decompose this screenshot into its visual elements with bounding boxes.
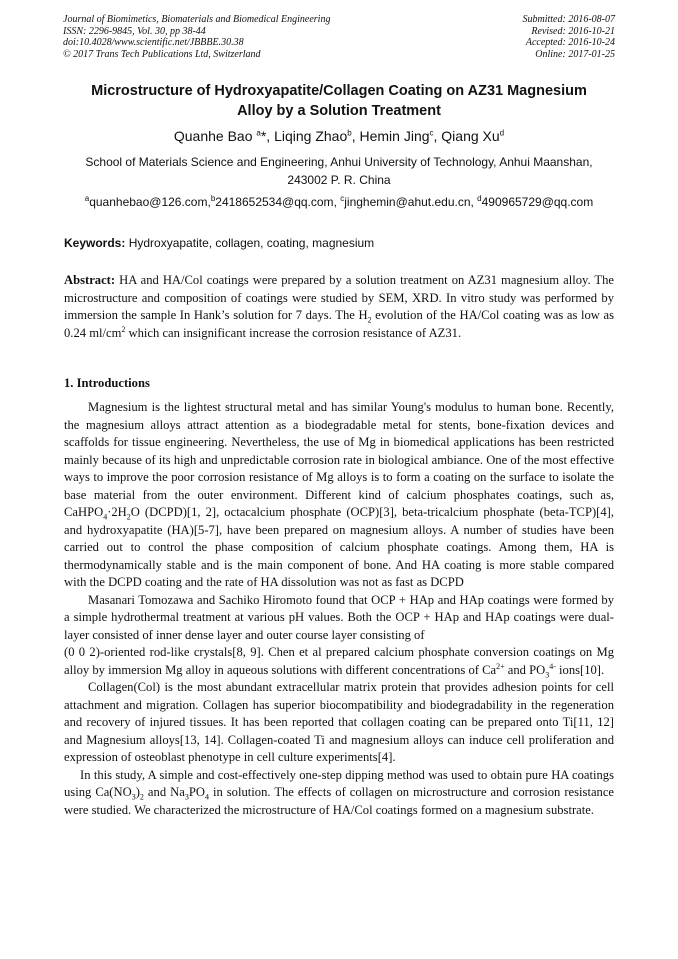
paper-title — [40, 81, 638, 121]
affiliation-line-1: School of Materials Science and Engineering, Anhui University of Technology, Anhui Maanshan, — [85, 155, 593, 169]
email-list: $^a$quanhebao@126.com,$^b$2418652534@qq.com, $^c$jinghemin@ahut.edu.cn, $^d$490965729@qq.com — [84, 194, 594, 209]
email-2[interactable]: 2418652534@qq.com — [215, 195, 334, 209]
author-1-sup: a — [256, 128, 261, 138]
submitted-date: Submitted: 2016-08-07 — [522, 14, 615, 25]
author-2-sup: b — [347, 128, 352, 138]
author-3: Hemin Jing — [359, 128, 430, 144]
affiliation-line-2: 243002 P. R. China — [287, 173, 391, 187]
author-4: Qiang Xu — [441, 128, 500, 144]
submission-dates — [523, 14, 616, 60]
copyright: © 2017 Trans Tech Publications Ltd, Switzerland — [63, 48, 261, 60]
author-4-sup: d — [499, 128, 505, 138]
paragraph: Magnesium is the lightest structural metal and has similar Young's modulus to human bone. Recently, the magnesium alloys attract attention as a biodegradable metal for stents, bone-fixation devices and scaffolds for tissue engineering. Nevertheless, the use of Mg in biomedical applications has been restricted mainly because of its high and unpredictable corrosion rate in biological ambiance. One of the most effective ways to improve the poor corrosion resistance of Mg alloys is to form a coating on the surface to isolate the base material from the outer environment. Different kind of calcium phosphates coatings, such as, $CaHPO_4\cdot 2H_2O$ (DCPD)[1, 2], octacalcium phosphate (OCP)[3], beta-tricalcium phosphate (beta-TCP)[4], and hydroxyapatite (HA)[5-7], have been prepared on magnesium alloys. A number of studies have been carried out to control the phase composition of calcium phosphate coatings. Among them, HA is thermodynamically stable and is the main component of bone. And HA coating is more stable compared with the DCPD coating and the rate of HA dissolution was not as fast as DCPD — [64, 400, 614, 589]
email-3[interactable]: jinghemin@ahut.edu.cn — [344, 195, 471, 209]
author-3-sup: c — [429, 128, 434, 138]
abstract-label: Abstract: — [64, 273, 116, 287]
keywords — [64, 235, 614, 251]
online-date: Online: 2017-01-25 — [535, 48, 615, 60]
abstract: Abstract: HA and HA/Col coatings were prepared by a solution treatment on AZ31 magnesium alloy. The microstructure and composition of coatings were studied by SEM, XRD. In vitro study was performed by immersion the sample In Hank’s solution for 7 days. The $H_2$ evolution of the HA/Col coating was as low as 0.24 $ml/cm^2$ which can insignificant increase the corrosion resistance of AZ31. — [64, 273, 614, 340]
journal-info — [63, 14, 330, 60]
author-1: Quanhe Bao — [173, 128, 253, 144]
title-line-2: Alloy by a Solution Treatment — [237, 103, 441, 119]
issn: ISSN: 2296-9845, Vol. 30, pp 38-44 — [63, 25, 206, 37]
paragraph: Masanari Tomozawa and Sachiko Hiromoto found that OCP + HAp and HAp coatings were formed by a simple hydrothermal treatment at various pH values. Both the OCP + HAp and HAp coatings were dual-layer consisted of inner dense layer and outer course layer consisting of — [64, 592, 614, 642]
author-list: Quanhe Bao $^a$*, Liqing Zhao$^b$, Hemin Jing$^c$, Qiang Xu$^d$ — [173, 128, 505, 144]
paragraph-continued: (0 0 2)-oriented rod-like crystals[8, 9]. Chen et al prepared calcium phosphate conversion coatings on Mg alloy by immersion Mg alloy in aqueous solutions with different concentrations of $Ca^{2+}$ and $PO_3^{4-}$ ions[10]. — [64, 645, 614, 680]
email-1[interactable]: quanhebao@126.com — [89, 195, 208, 209]
title-line-1: Microstructure of Hydroxyapatite/Collagen Coating on AZ31 Magnesium — [91, 83, 587, 99]
section-heading: 1. Introductions — [64, 376, 150, 390]
keywords-label: Keywords: — [64, 236, 126, 250]
affiliation — [60, 153, 618, 189]
paragraph: Collagen(Col) is the most abundant extracellular matrix protein that provides adhesion points for cell attachment and migration. Collagen has superior biocompatibility and biodegradability in the regeneration and recovery of injured tissues. It has been reported that collagen coating can be prepared onto Ti[11, 12] and Magnesium alloys[13, 14]. Collagen-coated Ti and magnesium alloys can induce cell proliferation and expression of osteoblast phenotype in cell culture experiments[4]. — [64, 680, 614, 764]
journal-name: Journal of Biomimetics, Biomaterials and Biomedical Engineering — [63, 14, 331, 25]
email-4[interactable]: 490965729@qq.com — [481, 195, 594, 209]
doi[interactable]: doi:10.4028/www.scientific.net/JBBBE.30.38 — [63, 37, 244, 48]
accepted-date: Accepted: 2016-10-24 — [525, 37, 615, 48]
corresponding-star: * — [260, 128, 267, 144]
paragraph: In this study, A simple and cost-effectively one-step dipping method was used to obtain pure HA coatings using $Ca(NO_3)_2$ and $Na_3PO_4$ in solution. The effects of collagen on microstructure and corrosion resistance were studied. We characterized the microstructure of HA/Col coatings formed on a magnesium substrate. — [64, 767, 615, 817]
keywords-text: Hydroxyapatite, collagen, coating, magnesium — [128, 236, 375, 250]
author-2: Liqing Zhao — [274, 128, 348, 144]
revised-date: Revised: 2016-10-21 — [531, 25, 615, 37]
introduction-body — [64, 399, 614, 819]
